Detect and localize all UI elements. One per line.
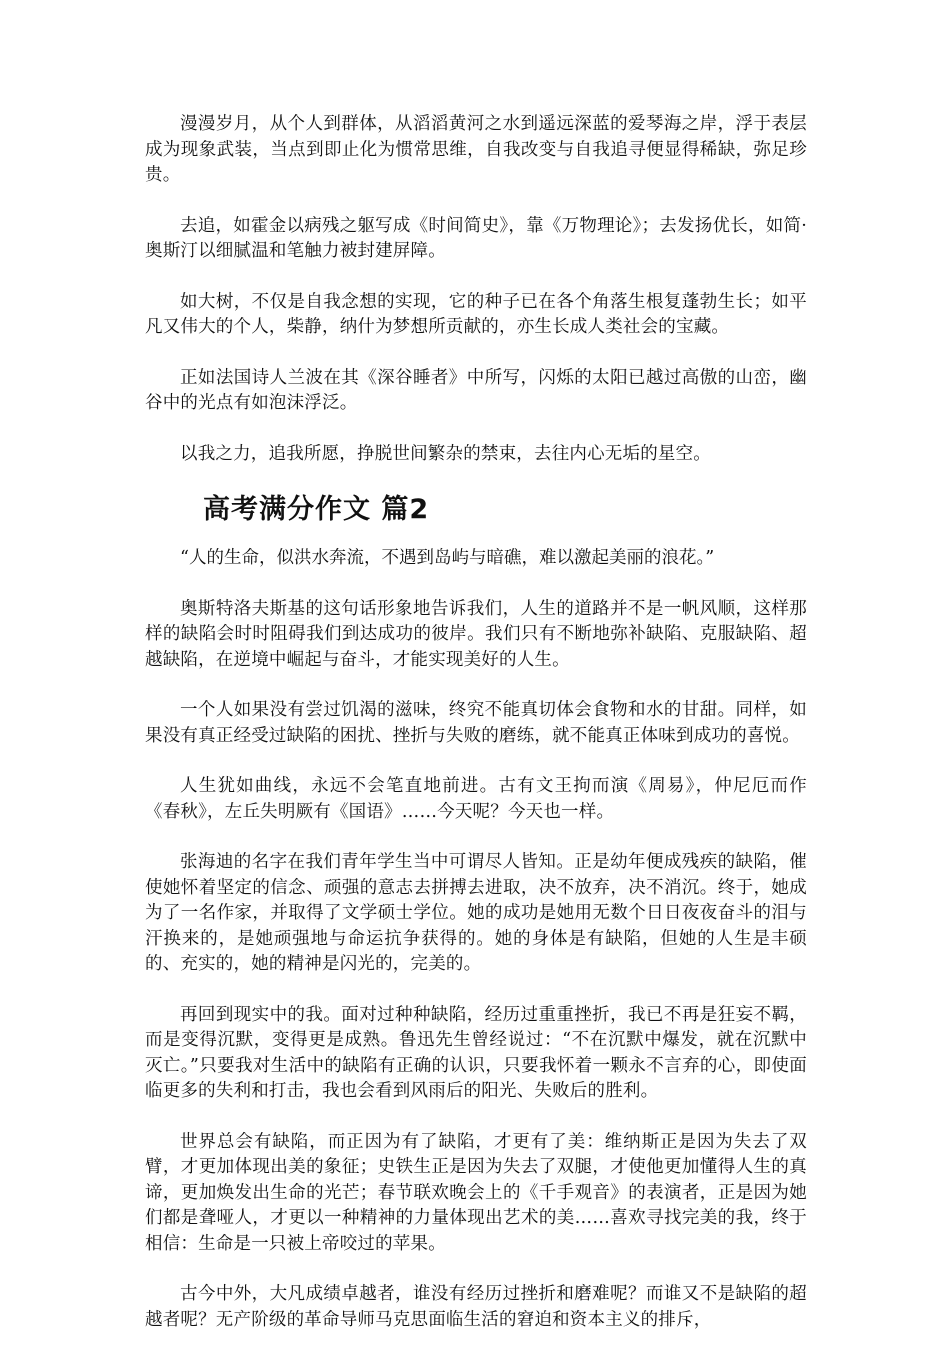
paragraph: 人生犹如曲线，永远不会笔直地前进。古有文王拘而演《周易》，仲尼厄而作《春秋》，左丘失明厥有《国语》……今天呢？今天也一样。	[145, 776, 807, 822]
paragraph: 以我之力，追我所愿，挣脱世间繁杂的禁束，去往内心无垢的星空。	[180, 443, 711, 464]
paragraph: 世界总会有缺陷，而正因为有了缺陷，才更有了美：维纳斯正是因为失去了双臂，才更加体现出美的象征；史铁生正是因为失去了双腿，才使他更加懂得人生的真谛，更加焕发出生命的光芒；春节联欢晚会上的《千手观音》的表演者，正是因为她们都是聋哑人，才更以一种精神的力量体现出艺术的美……喜欢寻找完美的我，终于相信：生命是一只被上帝咬过的苹果。	[145, 1131, 807, 1254]
document-page	[145, 112, 807, 1358]
quote: “人的生命，似洪水奔流，不遇到岛屿与暗礁，难以激起美丽的浪花。”	[180, 548, 715, 568]
paragraph: 漫漫岁月，从个人到群体，从滔滔黄河之水到遥远深蓝的爱琴海之岸，浮于表层成为现象武装，当点到即止化为惯常思维，自我改变与自我追寻便显得稀缺，弥足珍贵。	[145, 114, 807, 185]
paragraph: 再回到现实中的我。面对过种种缺陷，经历过重重挫折，我已不再是狂妄不羁，而是变得沉默，变得更是成熟。鲁迅先生曾经说过：“不在沉默中爆发，就在沉默中灭亡。”只要我对生活中的缺陷有正确的认识，只要我怀着一颗永不言弃的心，即使面临更多的失利和打击，我也会看到风雨后的阳光、失败后的胜利。	[145, 1004, 807, 1101]
paragraph: 张海迪的名字在我们青年学生当中可谓尽人皆知。正是幼年便成残疾的缺陷，催使她怀着坚定的信念、顽强的意志去拼搏去进取，决不放弃，决不消沉。终于，她成为了一名作家，并取得了文学硕士学位。她的成功是她用无数个日日夜夜奋斗的泪与汗换来的，是她顽强地与命运抗争获得的。她的身体是有缺陷，但她的人生是丰硕的、充实的，她的精神是闪光的，完美的。	[145, 852, 807, 974]
paragraph: 去追，如霍金以病残之躯写成《时间简史》，靠《万物理论》；去发扬优长，如简·奥斯汀以细腻温和笔触力被封建屏障。	[145, 215, 807, 261]
paragraph: 一个人如果没有尝过饥渴的滋味，终究不能真切体会食物和水的甘甜。同样，如果没有真正经受过缺陷的困扰、挫折与失败的磨练，就不能真正体味到成功的喜悦。	[145, 700, 807, 746]
section-title: 高考满分作文 篇2	[203, 494, 430, 525]
paragraph: 如大树，不仅是自我念想的实现，它的种子已在各个角落生根复蓬勃生长；如平凡又伟大的个人，柴静，纳什为梦想所贡献的，亦生长成人类社会的宝藏。	[145, 291, 807, 337]
paragraph: 奥斯特洛夫斯基的这句话形象地告诉我们，人生的道路并不是一帆风顺，这样那样的缺陷会时时阻碍我们到达成功的彼岸。我们只有不断地弥补缺陷、克服缺陷、超越缺陷，在逆境中崛起与奋斗，才能实现美好的人生。	[145, 598, 807, 670]
paragraph: 正如法国诗人兰波在其《深谷睡者》中所写，闪烁的太阳已越过高傲的山峦，幽谷中的光点有如泡沫浮泛。	[145, 367, 807, 413]
paragraph: 古今中外，大凡成绩卓越者，谁没有经历过挫折和磨难呢？而谁又不是缺陷的超越者呢？无产阶级的革命导师马克思面临生活的窘迫和资本主义的排斥，	[145, 1284, 807, 1330]
